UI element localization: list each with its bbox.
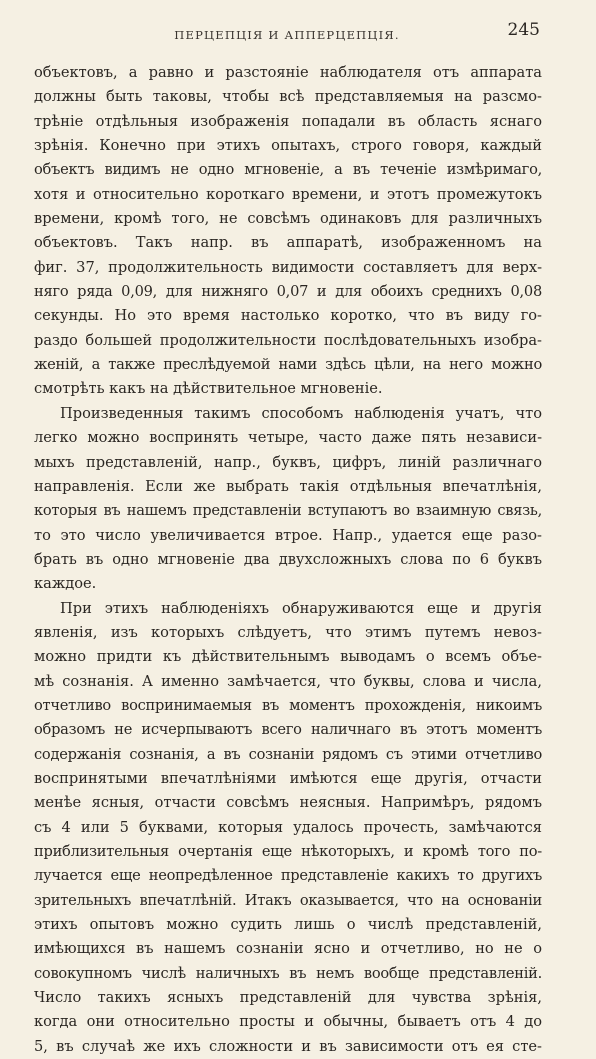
text-line: лучается еще неопредѣленное представленіе какихъ то другихъ xyxy=(34,867,542,885)
text-line: можно придти къ дѣйствительнымъ выводамъ о всемъ объе- xyxy=(34,648,542,666)
text-line: зрительныхъ впечатлѣній. Итакъ оказывается, что на основаніи xyxy=(34,891,542,909)
text-line: 5, въ случаѣ же ихъ сложности и въ зависимости отъ ея сте- xyxy=(34,1037,542,1055)
text-line: мѣ сознанія. А именно замѣчается, что буквы, слова и числа, xyxy=(34,672,542,690)
text-line: содержанія сознанія, а въ сознаніи рядомъ съ этими отчетливо xyxy=(34,745,542,763)
text-line: то это число увеличивается втрое. Напр., удается еще разо- xyxy=(34,526,542,544)
text-line: мыхъ представленій, напр., буквъ, цифръ, линій различнаго xyxy=(34,453,542,471)
text-line: приблизительныя очертанія еще нѣкоторыхъ, и кромѣ того по- xyxy=(34,843,542,860)
text-line: менѣе ясныя, отчасти совсѣмъ неясныя. Напримѣръ, рядомъ xyxy=(34,794,542,812)
text-line: Произведенныя такимъ способомъ наблюденія учатъ, что xyxy=(60,404,542,422)
text-line: женій, а также преслѣдуемой нами здѣсь цѣли, на него можно xyxy=(34,356,542,374)
text-line: объектовъ. Такъ напр. въ аппаратѣ, изображенномъ на xyxy=(34,234,542,252)
body-text xyxy=(34,61,542,1059)
text-line: имѣющихся въ нашемъ сознаніи ясно и отчетливо, но не о xyxy=(34,940,542,958)
text-line: брать въ одно мгновеніе два двухсложныхъ слова по 6 буквъ xyxy=(34,550,542,568)
text-line: няго ряда 0,09, для нижняго 0,07 и для обоихъ среднихъ 0,08 xyxy=(34,283,542,301)
text-line: хотя и относительно короткаго времени, и этотъ промежутокъ xyxy=(34,185,542,203)
text-line: когда они относительно просты и обычны, бываетъ отъ 4 до xyxy=(34,1013,542,1031)
text-line: явленія, изъ которыхъ слѣдуетъ, что этимъ путемъ невоз- xyxy=(34,623,542,641)
text-line: должны быть таковы, чтобы всѣ представляемыя на разсмо- xyxy=(34,88,542,106)
page-number: 245 xyxy=(507,20,540,40)
text-line: Число такихъ ясныхъ представленій для чувства зрѣнія, xyxy=(34,989,542,1007)
text-line: направленія. Если же выбрать такія отдѣльныя впечатлѣнія, xyxy=(34,477,542,495)
text-line: легко можно воспринять четыре, часто даже пять независи- xyxy=(34,429,542,447)
text-line: съ 4 или 5 буквами, которыя удалось прочесть, замѣчаются xyxy=(34,818,542,836)
text-line: фиг. 37, продолжительность видимости составляетъ для верх- xyxy=(34,258,542,276)
text-line: объектъ видимъ не одно мгновеніе, а въ теченіе измѣримаго, xyxy=(34,161,542,179)
text-line: этихъ опытовъ можно судить лишь о числѣ представленій, xyxy=(34,916,542,934)
running-head xyxy=(34,18,540,44)
running-title: ПЕРЦЕПЦІЯ И АППЕРЦЕПЦІЯ. xyxy=(174,28,400,42)
text-line: объектовъ, а равно и разстояніе наблюдателя отъ аппарата xyxy=(34,64,542,81)
text-line: образомъ не исчерпываютъ всего наличнаго въ этотъ моментъ xyxy=(34,721,542,739)
text-line: При этихъ наблюденіяхъ обнаруживаются еще и другія xyxy=(60,599,542,617)
text-line: секунды. Но это время настолько коротко, что въ виду го- xyxy=(34,307,542,325)
text-line: каждое. xyxy=(34,575,97,593)
text-line: времени, кромѣ того, не совсѣмъ одинаковъ для различныхъ xyxy=(34,210,542,228)
text-line: которыя въ нашемъ представленіи вступаютъ во взаимную связь, xyxy=(34,502,542,520)
text-line: смотрѣть какъ на дѣйствительное мгновеніе. xyxy=(34,380,383,398)
text-line: отчетливо воспринимаемыя въ моментъ прохожденія, никоимъ xyxy=(34,696,542,714)
text-line: трѣніе отдѣльныя изображенія попадали въ область яснаго xyxy=(34,112,542,130)
text-line: воспринятыми впечатлѣніями имѣются еще другія, отчасти xyxy=(34,769,542,787)
text-line: совокупномъ числѣ наличныхъ въ немъ вообще представленій. xyxy=(34,964,542,982)
text-line: раздо большей продолжительности послѣдовательныхъ изобра- xyxy=(34,331,542,349)
text-line: зрѣнія. Конечно при этихъ опытахъ, строго говоря, каждый xyxy=(34,137,542,155)
